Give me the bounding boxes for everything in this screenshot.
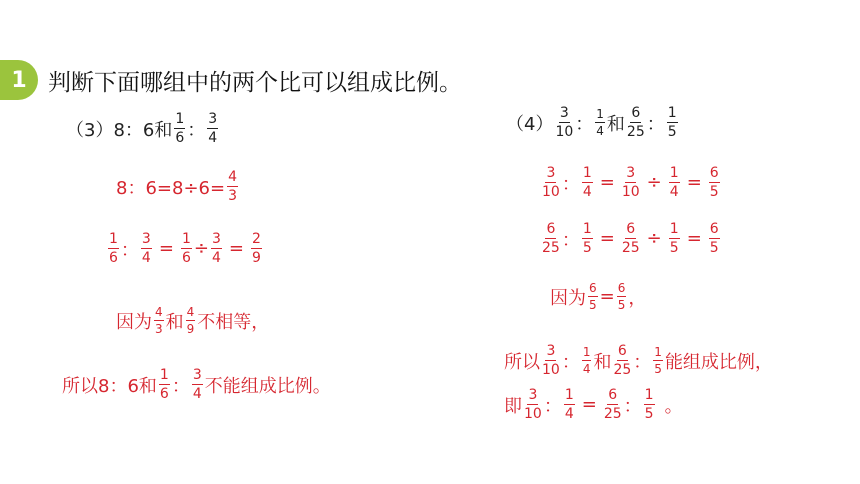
fraction: $\frac{1}{4}$ [669,165,679,200]
fraction: 1 5 [644,387,654,422]
problem-4-step-2 [540,222,722,255]
conclusion-result: 不能组成比例。 [204,375,331,397]
fraction: 6 25 [613,343,632,378]
fraction: 3 10 [542,165,560,200]
fraction: 4 3 [155,305,163,336]
fraction: 1 6 [175,111,185,146]
fraction: $\frac{1}{4}$ [564,387,574,422]
question-number: 1 [11,67,27,93]
fraction: $\frac{6}{5}$ [709,221,719,256]
divide-sign: ÷ [646,172,662,193]
fraction: 6 25 [542,221,560,256]
fraction: $\frac{3}{4}$ [211,231,221,266]
fraction: $\frac{1}{4}$ [582,165,592,200]
equals-sign: = [158,238,174,259]
equals-sign: = [686,172,702,193]
problem-4-label: （4） [506,113,554,135]
fraction: $\frac{4}{3}$ [228,169,237,204]
equals-sign: = [228,238,244,259]
problem-4-step-1 [540,166,722,199]
colon: ： [543,395,562,417]
period: 。 [664,395,683,417]
fraction: $\frac{1}{6}$ [181,231,191,266]
problem-4-statement [506,106,680,139]
fraction: $\frac{1}{5}$ [669,221,679,256]
problem-4-conclusion [504,344,773,377]
equals-sign: = [599,228,615,249]
problem-3-label: （3）8：6和 [66,119,173,141]
fraction: $\frac{6}{5}$ [709,165,719,200]
not-equal-text: 不相等， [197,311,270,333]
fraction: $\frac{1}{5}$ [582,221,592,256]
colon: ： [561,229,580,251]
fraction: 3 4 [208,111,218,146]
conclusion-text: 所以8：6和 [62,375,157,397]
fraction: 1 6 [109,231,118,266]
problem-3-conclusion [62,368,331,401]
fraction: 3 10 [524,387,542,422]
and-text: 和 [165,311,184,333]
problem-4-because [550,282,646,311]
fraction: 3 10 [542,343,560,378]
fraction: 1 5 [667,105,677,140]
divide-sign: ÷ [646,228,662,249]
divide-sign: ÷ [193,238,209,259]
because-text: 因为 [116,311,152,333]
fraction: 1 5 [654,345,662,376]
fraction: $\frac{6}{25}$ [621,221,640,256]
fraction: 1 4 [596,107,604,138]
colon: ： [561,173,580,195]
problem-3-step-1 [116,170,240,203]
colon: ： [646,113,665,135]
and-text: 和 [606,113,625,135]
fraction: 4 9 [186,305,195,336]
equals-sign: = [686,228,702,249]
equals-sign: = [599,172,615,193]
colon: ： [187,119,206,141]
fraction: 3 4 [192,367,202,402]
conclusion-text: 所以 [504,351,540,373]
question-number-badge [0,60,38,100]
fraction: $\frac{6}{5}$ [589,281,597,312]
fraction: $\frac{3}{4}$ [141,231,151,266]
problem-3-statement [66,112,220,145]
problem-3-because [116,306,269,335]
fraction: 6 25 [626,105,645,140]
step-text: 8：6=8÷6= [116,177,226,199]
problem-4-therefore [504,388,683,421]
colon: ： [120,239,139,261]
comma: ， [628,287,647,309]
colon: ： [561,351,580,373]
equals-sign: = [599,286,615,307]
fraction: $\frac{6}{5}$ [617,281,626,312]
fraction: $\frac{3}{10}$ [621,165,640,200]
fraction: $\frac{6}{25}$ [603,387,622,422]
conclusion-result: 能组成比例， [664,351,773,373]
and-text: 和 [593,351,612,373]
fraction: 1 6 [159,367,169,402]
question-title: 判断下面哪组中的两个比可以组成比例。 [48,70,462,96]
colon: ： [633,351,652,373]
colon: ： [171,375,190,397]
fraction: $\frac{2}{9}$ [251,231,261,266]
colon: ： [623,395,642,417]
therefore-text: 即 [504,395,522,417]
because-text: 因为 [550,287,586,309]
fraction: 1 4 [582,345,591,376]
colon: ： [575,113,594,135]
equals-sign: = [581,394,597,415]
fraction: 3 10 [555,105,574,140]
problem-3-step-2 [106,232,264,265]
